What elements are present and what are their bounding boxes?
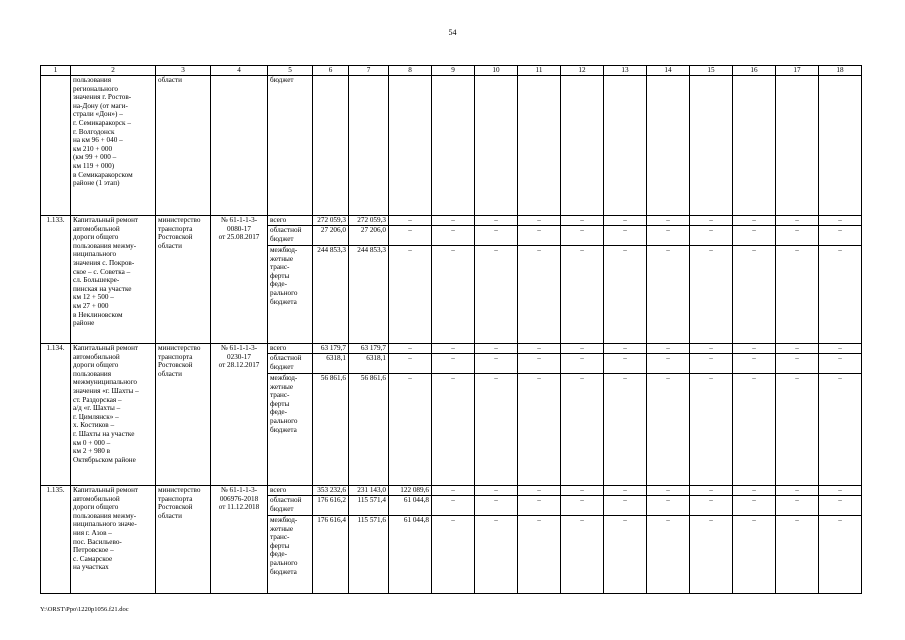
- column-header: 6: [313, 66, 349, 76]
- cell-amount-total: 353 232,6: [313, 486, 349, 496]
- column-header: 17: [776, 66, 819, 76]
- cell-amount-col7: 6318,1: [349, 354, 389, 374]
- cell-empty-year: –: [475, 354, 518, 374]
- cell-empty-year: –: [432, 344, 475, 354]
- cell-amount-col7: 272 059,3: [349, 216, 389, 226]
- cell-amount-col8: –: [389, 216, 432, 226]
- cell-amount-col8: –: [389, 226, 432, 246]
- cell-empty-year: –: [604, 226, 647, 246]
- cell-empty-year: –: [561, 516, 604, 594]
- cell-amount-total: 63 179,7: [313, 344, 349, 354]
- cell-amount-total: 244 853,3: [313, 246, 349, 344]
- cell-empty-year: –: [733, 354, 776, 374]
- cell-object-name: пользования регионального значения г. Ростов- на-Дону (от маги- страли «Дон») – г. Семикаракорск – г. Волгодонск на км 96 + 040 – км 210 + 000 (км 99 + 000 – км 119 + 000) в Семикаракорском районе (1 этап): [71, 76, 156, 216]
- cell-empty-year: –: [604, 344, 647, 354]
- cell-empty-year: –: [690, 374, 733, 486]
- cell-empty-year: –: [776, 496, 819, 516]
- cell-empty-year: –: [647, 374, 690, 486]
- cell-empty-year: –: [733, 496, 776, 516]
- cell-amount-total: 56 861,6: [313, 374, 349, 486]
- column-header: 15: [690, 66, 733, 76]
- cell-empty-year: –: [518, 374, 561, 486]
- cell-empty-year: –: [690, 496, 733, 516]
- cell-empty-year: –: [604, 216, 647, 226]
- cell-amount-total: 176 616,4: [313, 516, 349, 594]
- column-header: 5: [268, 66, 313, 76]
- cell-empty-year: –: [518, 354, 561, 374]
- cell-empty-year: –: [819, 496, 862, 516]
- column-header: 2: [71, 66, 156, 76]
- cell-empty-year: –: [475, 246, 518, 344]
- cell-empty-year: –: [604, 496, 647, 516]
- cell-empty-year: –: [647, 516, 690, 594]
- table-row: [41, 344, 862, 354]
- cell-empty-year: –: [733, 216, 776, 226]
- cell-empty-year: –: [690, 516, 733, 594]
- cell-empty-year: –: [819, 486, 862, 496]
- cell-empty-year: –: [819, 246, 862, 344]
- cell-num: [41, 76, 71, 216]
- column-header: 11: [518, 66, 561, 76]
- cell-document: № 61-1-1-3- 0080-17 от 25.08.2017: [211, 216, 268, 344]
- cell-empty-year: –: [518, 496, 561, 516]
- cell-empty-year: –: [776, 354, 819, 374]
- cell-empty-year: –: [733, 226, 776, 246]
- cell-funding-source: межбюд- жетные транс- ферты феде- рального бюджета: [268, 516, 313, 594]
- cell-empty-year: –: [475, 486, 518, 496]
- cell-empty-year: –: [819, 344, 862, 354]
- cell-empty-year: –: [432, 496, 475, 516]
- cell-empty-year: –: [733, 374, 776, 486]
- cell-empty-year: –: [604, 486, 647, 496]
- cell-object-name: Капитальный ремонт автомобильной дороги общего пользования межму- ниципального значе- ния г. Азов – пос. Васильево- Петровское – с. Самарское на участках: [71, 486, 156, 594]
- cell-amount-col8: 122 089,6: [389, 486, 432, 496]
- cell-empty-year: –: [647, 496, 690, 516]
- cell-amount-col7: 63 179,7: [349, 344, 389, 354]
- column-header: 10: [475, 66, 518, 76]
- cell-empty-year: –: [475, 496, 518, 516]
- cell-funding-source: бюджет: [268, 76, 313, 216]
- cell-organization: министерство транспорта Ростовской области: [156, 344, 211, 486]
- column-header: 14: [647, 66, 690, 76]
- cell-amount-col8: 61 044,8: [389, 496, 432, 516]
- cell-empty-year: –: [819, 374, 862, 486]
- column-header: 7: [349, 66, 389, 76]
- cell-funding-source: всего: [268, 344, 313, 354]
- cell-empty-year: –: [733, 486, 776, 496]
- cell-empty-year: –: [690, 246, 733, 344]
- cell-amount-col7: 56 861,6: [349, 374, 389, 486]
- column-header: 4: [211, 66, 268, 76]
- cell-funding-source: областной бюджет: [268, 354, 313, 374]
- cell-empty-year: –: [518, 486, 561, 496]
- cell-empty-year: –: [518, 344, 561, 354]
- cell-empty-year: –: [561, 344, 604, 354]
- continuation-row: [41, 76, 862, 216]
- table-body: [41, 66, 862, 594]
- cell-amount-col7: 244 853,3: [349, 246, 389, 344]
- cell-empty-year: –: [518, 226, 561, 246]
- cell-organization: министерство транспорта Ростовской области: [156, 216, 211, 344]
- page-number: 54: [448, 28, 457, 37]
- cell-empty-year: –: [733, 246, 776, 344]
- cell-empty-year: –: [561, 374, 604, 486]
- cell-empty-year: –: [647, 246, 690, 344]
- cell-funding-source: межбюд- жетные транс- ферты феде- рального бюджета: [268, 246, 313, 344]
- cell-empty-year: –: [776, 374, 819, 486]
- cell-empty-year: –: [776, 344, 819, 354]
- cell-empty-year: –: [432, 216, 475, 226]
- cell-empty-year: –: [518, 216, 561, 226]
- cell-empty-year: –: [819, 216, 862, 226]
- cell-amount-col7: 115 571,4: [349, 496, 389, 516]
- cell-funding-source: областной бюджет: [268, 226, 313, 246]
- column-header: 3: [156, 66, 211, 76]
- cell-empty-year: –: [776, 246, 819, 344]
- table-row: [41, 486, 862, 496]
- cell-amount-col8: –: [389, 354, 432, 374]
- cell-empty-year: –: [776, 216, 819, 226]
- cell-empty-year: –: [432, 354, 475, 374]
- cell-amount-col7: 115 571,6: [349, 516, 389, 594]
- cell-empty-year: –: [475, 516, 518, 594]
- cell-empty-year: –: [690, 226, 733, 246]
- cell-empty-year: –: [647, 216, 690, 226]
- cell-document: [211, 76, 268, 216]
- cell-empty-year: –: [432, 374, 475, 486]
- column-header: 8: [389, 66, 432, 76]
- cell-empty-year: –: [561, 216, 604, 226]
- cell-empty-year: –: [518, 516, 561, 594]
- cell-amount-col7: 27 206,0: [349, 226, 389, 246]
- cell-empty-year: –: [819, 516, 862, 594]
- cell-empty-year: –: [475, 374, 518, 486]
- cell-amount-total: 27 206,0: [313, 226, 349, 246]
- cell-empty-year: –: [776, 486, 819, 496]
- column-header: 13: [604, 66, 647, 76]
- cell-empty-year: –: [432, 246, 475, 344]
- cell-empty-year: –: [647, 354, 690, 374]
- cell-empty-year: –: [733, 344, 776, 354]
- cell-empty-year: –: [475, 344, 518, 354]
- cell-empty-year: –: [475, 226, 518, 246]
- cell-empty-year: –: [518, 246, 561, 344]
- cell-empty-year: –: [690, 486, 733, 496]
- cell-amount-total: 6318,1: [313, 354, 349, 374]
- cell-empty-year: –: [647, 486, 690, 496]
- cell-empty-year: –: [819, 226, 862, 246]
- program-table: [40, 65, 862, 594]
- cell-document: № 61-1-1-3- 006976-2018 от 11.12.2018: [211, 486, 268, 594]
- cell-empty-year: –: [432, 516, 475, 594]
- cell-empty-year: –: [604, 246, 647, 344]
- column-header: 18: [819, 66, 862, 76]
- cell-object-name: Капитальный ремонт автомобильной дороги общего пользования межму- ниципального значения с. Покров- ское – с. Советка – сл. Большекре- пинская на участке км 12 + 500 – км 27 + 000 в Неклиновском районе: [71, 216, 156, 344]
- cell-amount-col8: –: [389, 374, 432, 486]
- cell-amount-col8: –: [389, 344, 432, 354]
- cell-amount-col8: 61 044,8: [389, 516, 432, 594]
- cell-empty-year: –: [690, 216, 733, 226]
- cell-empty-year: –: [647, 226, 690, 246]
- cell-amount-col8: –: [389, 246, 432, 344]
- cell-empty-year: –: [561, 246, 604, 344]
- file-path-footer: Y:\ORST\Ppo\1220p1056.f21.doc: [40, 606, 129, 613]
- cell-empty-year: –: [776, 516, 819, 594]
- header-row: [41, 66, 862, 76]
- column-header: 1: [41, 66, 71, 76]
- cell-empty-year: –: [690, 344, 733, 354]
- cell-amount-total: 176 616,2: [313, 496, 349, 516]
- cell-empty-year: –: [604, 354, 647, 374]
- cell-document: № 61-1-1-3- 0230-17 от 28.12.2017: [211, 344, 268, 486]
- table-row: [41, 216, 862, 226]
- cell-empty-year: –: [776, 226, 819, 246]
- cell-empty-year: –: [561, 496, 604, 516]
- cell-empty-year: –: [604, 516, 647, 594]
- cell-funding-source: всего: [268, 216, 313, 226]
- cell-empty-year: –: [561, 226, 604, 246]
- cell-funding-source: межбюд- жетные транс- ферты феде- рального бюджета: [268, 374, 313, 486]
- cell-empty-year: –: [819, 354, 862, 374]
- cell-amount-total: 272 059,3: [313, 216, 349, 226]
- cell-empty-year: –: [733, 516, 776, 594]
- cell-empty-year: –: [432, 226, 475, 246]
- cell-num: 1.135.: [41, 486, 71, 594]
- cell-empty-year: –: [647, 344, 690, 354]
- cell-object-name: Капитальный ремонт автомобильной дороги общего пользования межмуниципального значения «г. Шахты – ст. Раздорская – а/д «г. Шахты – г. Цимлянск» – х. Костиков – г. Шахты на участке км 0 + 000 – км 2 + 980 в Октябрьском районе: [71, 344, 156, 486]
- cell-empty-year: –: [561, 354, 604, 374]
- cell-empty-year: –: [561, 486, 604, 496]
- cell-amount-col7: 231 143,0: [349, 486, 389, 496]
- cell-empty-year: –: [475, 216, 518, 226]
- cell-empty-year: –: [604, 374, 647, 486]
- cell-funding-source: областной бюджет: [268, 496, 313, 516]
- cell-num: 1.133.: [41, 216, 71, 344]
- cell-empty-year: –: [690, 354, 733, 374]
- cell-num: 1.134.: [41, 344, 71, 486]
- column-header: 16: [733, 66, 776, 76]
- cell-empty-year: –: [432, 486, 475, 496]
- cell-funding-source: всего: [268, 486, 313, 496]
- cell-organization: области: [156, 76, 211, 216]
- column-header: 9: [432, 66, 475, 76]
- cell-organization: министерство транспорта Ростовской области: [156, 486, 211, 594]
- column-header: 12: [561, 66, 604, 76]
